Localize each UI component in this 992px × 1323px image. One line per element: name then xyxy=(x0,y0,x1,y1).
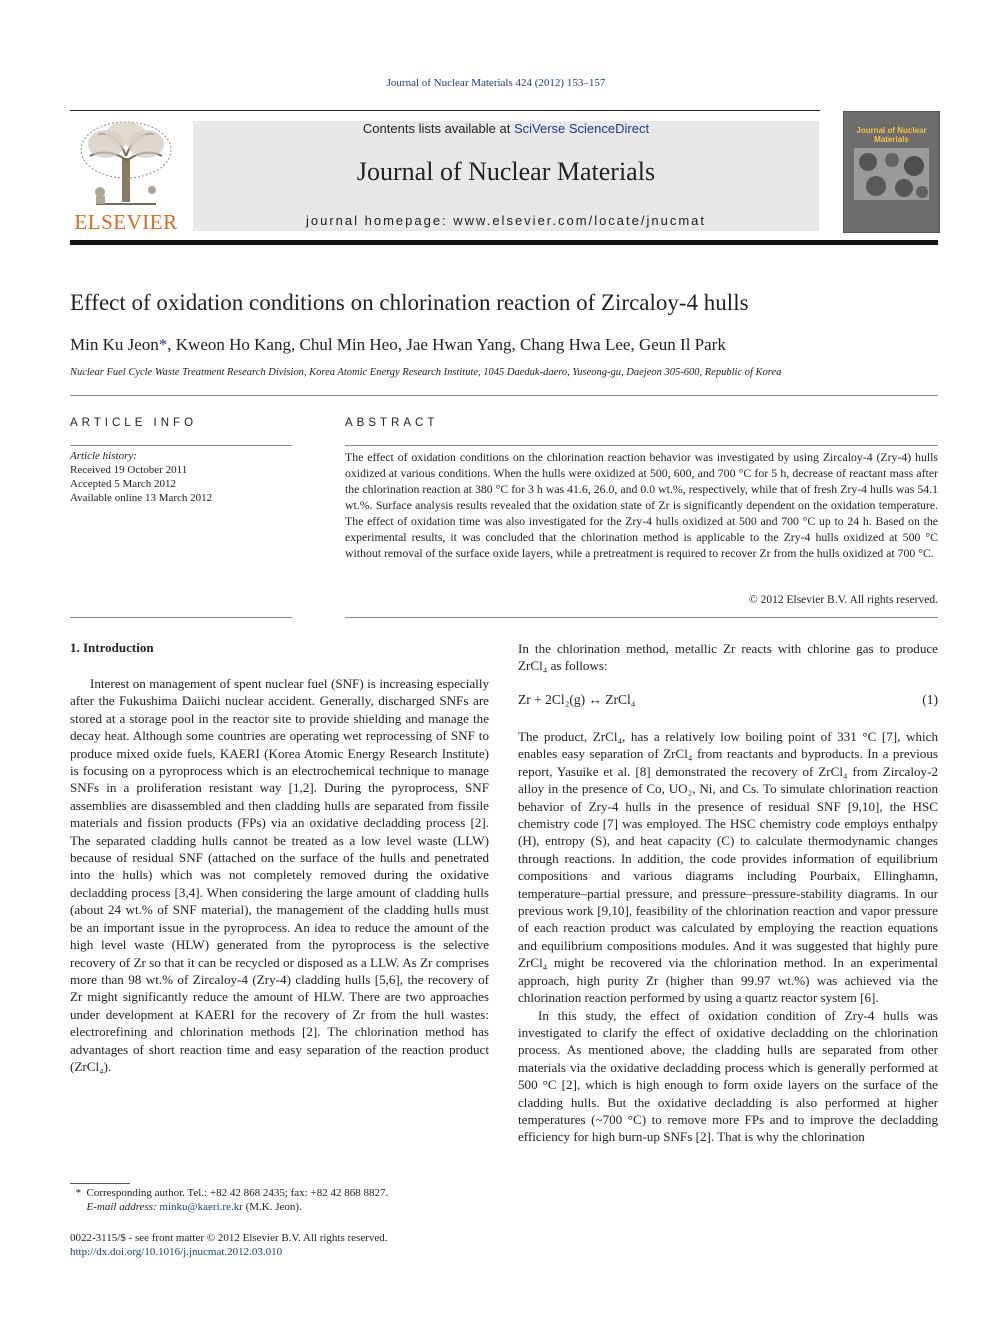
equation-body: Zr + 2Cl₂(g) ↔ ZrCl₄ xyxy=(518,692,636,707)
elsevier-tree-icon xyxy=(76,120,176,208)
header-thick-divider xyxy=(70,240,938,245)
top-divider xyxy=(70,110,820,111)
elsevier-logo xyxy=(70,120,182,232)
other-authors: , Kweon Ho Kang, Chul Min Heo, Jae Hwan Yang, Chang Hwa Lee, Geun Il Park xyxy=(167,335,726,354)
cover-micrograph-image xyxy=(854,148,929,200)
footnote xyxy=(70,1186,489,1214)
footnote-mark: * xyxy=(75,1187,81,1199)
email-suffix: (M.K. Jeon). xyxy=(245,1201,302,1213)
affiliation: Nuclear Fuel Cycle Waste Treatment Research Division, Korea Atomic Energy Research Institute, 1045 Daeduk-daero, Yuseong-gu, Daejeon 305-600, Republic of Korea xyxy=(70,367,782,378)
footnote-divider xyxy=(70,1183,130,1184)
intro-paragraph: Interest on management of spent nuclear fuel (SNF) is increasing especially after the Fukushima Daiichi nuclear accident. Generally, discharged SNFs are stored at a storage pool in the reactor site to provide shielding and manage the decay heat. Although some countries are operating wet reprocessing of SNF to produce mixed oxide fuels, KAERI (Korea Atomic Energy Research Institute) is focusing on a pyroprocess which is an electrochemical technique to manage SNFs in a proliferation resistant way [1,2]. During the pyroprocess, SNF assemblies are disassembled and then cladding hulls are separated from fissile materials and fission products (FPs) via an oxidative decladding process [2]. The separated cladding hulls cannot be treated as a low level waste (LLW) because of residual SNF (attached on the surface of the hulls and penetrated into the hulls) which was not completely removed during the oxidative decladding process [3,4]. When considering the large amount of cladding hulls (about 24 wt.% of SNF material), the management of the cladding hulls must be an important issue in the pyroprocess. An idea to reduce the amount of the high level waste (HLW) generated from the pyroprocess is the selective recovery of Zr so that it can be recycled or disposed as a LLW. As Zr comprises more than 98 wt.% of Zircaloy-4 (Zry-4) cladding hulls [5,6], the recovery of Zr might significantly reduce the amount of HLW. There are two approaches under development at KAERI for the recovery of Zr from the hull wastes: electrorefining and chlorination methods [2]. The chlorination method has advantages of short reaction time and easy separation of the reaction product (ZrCl₄). xyxy=(70,676,489,1074)
abstract-text: The effect of oxidation conditions on the chlorination reaction behavior was investigated by using Zircaloy-4 (Zry-4) hulls oxidized at various conditions. When the hulls were oxidized at 500, 600, and 700 °C for 5 h, decrease of reactant mass after the chlorination reaction at 380 °C for 3 h was 41.6, 26.0, and 0.0 wt.%, respectively, while that of fresh Zry-4 hulls was 54.1 wt.%. Surface analysis results revealed that the oxidation state of Zr is significantly dependent on the oxidation temperature. The effect of oxidation time was also investigated for the Zry-4 hulls oxidized at 500 and 700 °C up to 24 h. Based on the experimental results, it was concluded that the chlorination method is applicable to the Zry-4 hulls oxidized at 500 °C without removal of the surface oxide layers, while a pretreatment is required to recover Zr from the hulls oxidized at 700 °C. xyxy=(345,450,938,560)
cover-title: Journal of Nuclear Materials xyxy=(856,126,927,144)
left-column xyxy=(70,675,489,1075)
first-author: Min Ku Jeon xyxy=(70,335,159,354)
abstract-divider-bottom xyxy=(345,617,938,618)
author-list xyxy=(70,335,938,355)
right-paragraph-1: The product, ZrCl₄, has a relatively low boiling point of 331 °C [7], which enables easy separation of ZrCl₄ from reactants and byproducts. In a previous report, Yasuike et al. [8] demonstrated the recovery of ZrCl₄ from Zircaloy-2 alloy in the presence of Co, UO₂, Ni, and Cs. To simulate chlorination reaction behavior of Zry-4 hulls in the presence of residual SNF [9,10], the HSC chemistry code [7] was employed. The HSC chemistry code employs enthalpy (H), entropy (S), and heat capacity (C) to calculate thermodynamic changes through reactions. In addition, the code provides information of equilibrium compositions and various diagrams including Pourbaix, Ellinghamn, temperature–partial pressure, and pressure–pressure-stability diagrams. In our previous work [9,10], feasibility of the chlorination reaction and vapor pressure of each reaction product was calculated by employing the reaction equations and equilibrium compositions modules. And it was suggested that highly pure ZrCl₄ might be recovered via the chlorination method. In an experimental approach, high purity Zr (higher than 99.97 wt.%) was achieved via the chlorination reaction performed by using a quartz reactor system [6]. xyxy=(518,729,938,1006)
journal-homepage-link[interactable]: journal homepage: www.elsevier.com/locate/jnucmat xyxy=(305,213,707,228)
accepted-date: Accepted 5 March 2012 xyxy=(70,478,176,490)
online-date: Available online 13 March 2012 xyxy=(70,492,213,504)
journal-title: Journal of Nuclear Materials xyxy=(356,157,656,186)
equation-number: (1) xyxy=(922,692,938,707)
contents-line xyxy=(193,121,819,136)
title-divider xyxy=(70,395,938,396)
right-column xyxy=(518,728,938,1146)
abstract-heading: ABSTRACT xyxy=(345,417,439,429)
history-label: Article history: xyxy=(70,450,137,462)
article-history xyxy=(70,449,292,505)
sciencedirect-link[interactable]: SciVerse ScienceDirect xyxy=(513,121,650,136)
doi-link[interactable]: http://dx.doi.org/10.1016/j.jnucmat.2012.03.010 xyxy=(70,1246,283,1258)
contents-prefix: Contents lists available at xyxy=(362,121,514,136)
email-line xyxy=(70,1200,489,1214)
equation-1 xyxy=(518,692,938,708)
author-email-link[interactable]: minku@kaeri.re.kr xyxy=(159,1201,243,1213)
elsevier-wordmark: ELSEVIER xyxy=(74,210,178,234)
right-column-intro xyxy=(518,640,938,675)
corresponding-author-mark[interactable]: * xyxy=(158,335,168,354)
corresponding-author-footnote xyxy=(70,1186,489,1200)
journal-citation[interactable]: Journal of Nuclear Materials 424 (2012) 153–157 xyxy=(386,77,606,89)
corresponding-author-text: Corresponding author. Tel.: +82 42 868 2435; fax: +82 42 868 8827. xyxy=(86,1187,389,1199)
chlorination-intro: In the chlorination method, metallic Zr reacts with chlorine gas to produce ZrCl₄ as follows: xyxy=(518,641,938,674)
section-heading-introduction: 1. Introduction xyxy=(70,640,154,655)
article-title: Effect of oxidation conditions on chlorination reaction of Zircaloy-4 hulls xyxy=(70,290,749,315)
copyright-notice: © 2012 Elsevier B.V. All rights reserved. xyxy=(749,594,938,606)
article-info-divider-bottom xyxy=(70,617,292,618)
article-info-heading: ARTICLE INFO xyxy=(70,417,198,429)
article-info-divider-top xyxy=(70,445,292,446)
email-label: E-mail address: xyxy=(86,1201,157,1213)
received-date: Received 19 October 2011 xyxy=(70,464,188,476)
issn-line: 0022-3115/$ - see front matter © 2012 Elsevier B.V. All rights reserved. xyxy=(70,1232,388,1244)
front-matter xyxy=(70,1231,489,1259)
journal-cover-thumbnail[interactable] xyxy=(843,111,940,233)
right-paragraph-2: In this study, the effect of oxidation condition of Zry-4 hulls was investigated to clarify the effect of oxidative decladding on the chlorination process. As mentioned above, the cladding hulls are separated from other materials via the oxidative decladding process which is generally performed at 500 °C [2], which is high enough to form oxide layers on the surface of the cladding hulls. But the oxidative decladding is also performed at higher temperatures (~700 °C) to remove more FPs and to improve the decladding efficiency for high burn-up SNFs [2]. That is why the chlorination xyxy=(518,1007,938,1145)
abstract-divider-top xyxy=(345,445,938,446)
